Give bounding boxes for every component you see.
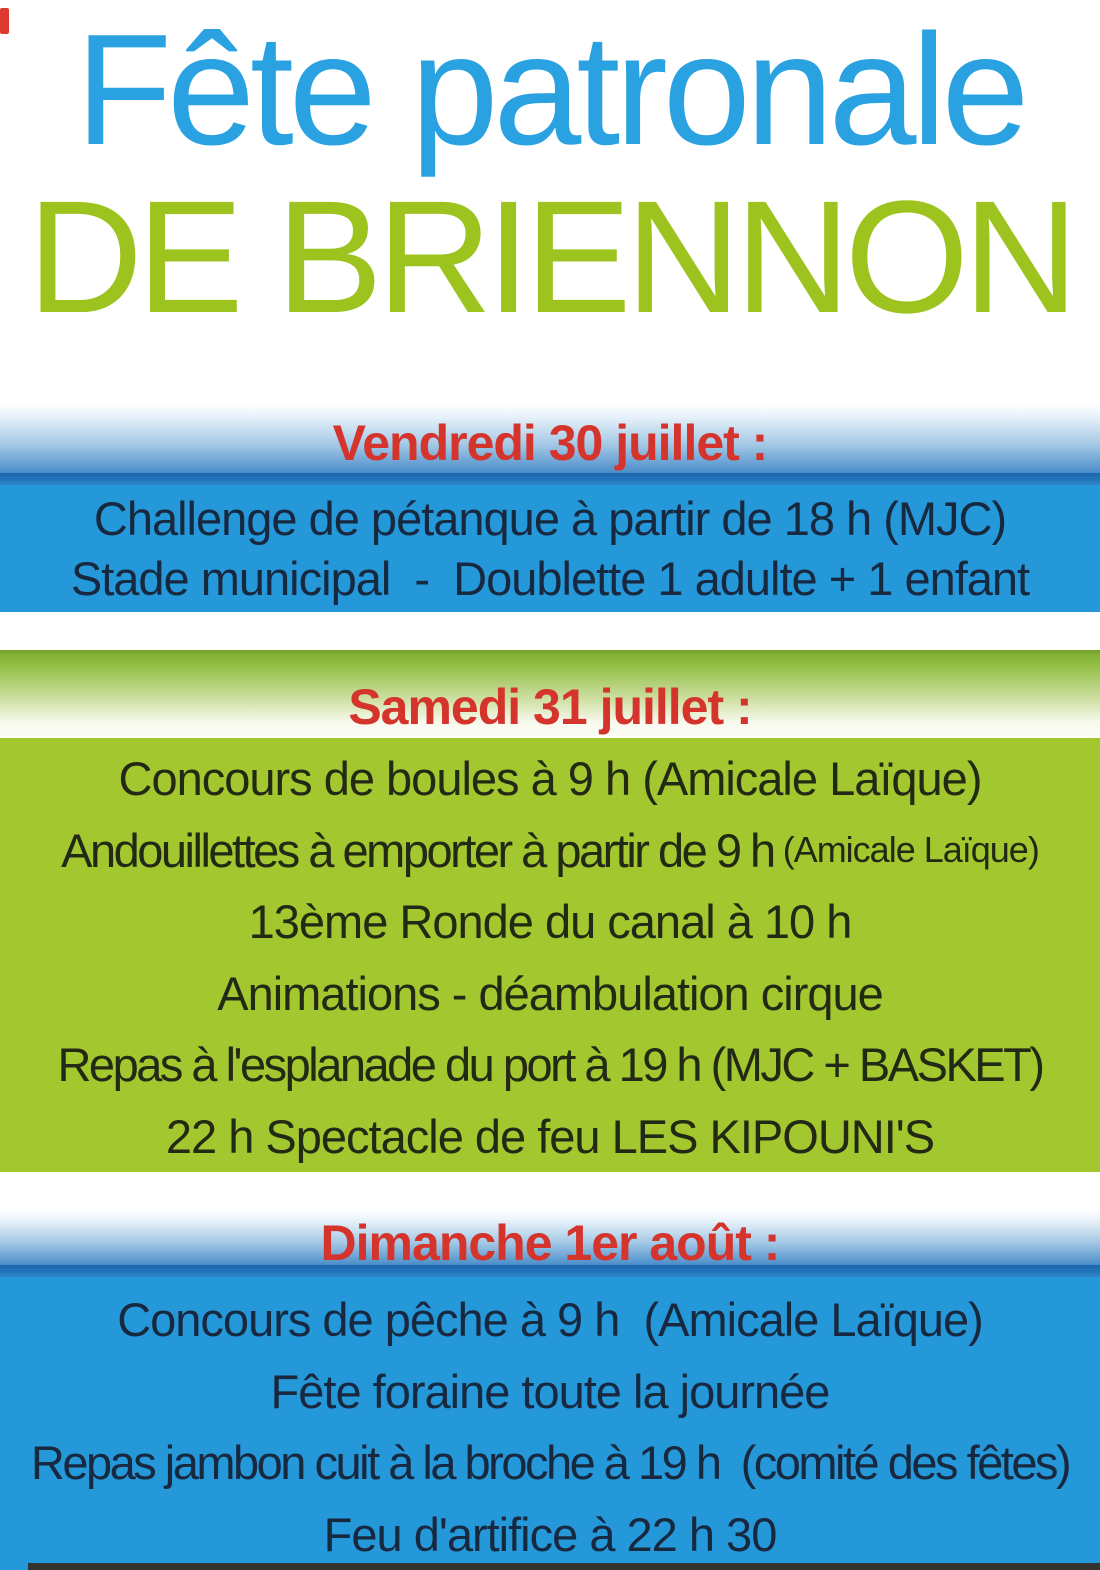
schedule-line	[94, 488, 1006, 548]
section-friday-divider	[0, 473, 1100, 485]
scan-artifact-bottom-edge	[28, 1563, 1100, 1570]
section-sunday	[0, 1210, 1100, 1570]
schedule-line	[31, 1427, 1069, 1499]
section-saturday	[0, 650, 1100, 1172]
schedule-line	[71, 548, 1029, 608]
schedule-line-text: Fête foraine toute la journée	[270, 1364, 830, 1418]
section-friday	[0, 403, 1100, 612]
schedule-line	[271, 1356, 830, 1428]
schedule-line-text: Andouillettes à emporter à partir de 9 h	[61, 823, 774, 877]
section-saturday-heading: Samedi 31 juillet :	[348, 678, 752, 735]
section-saturday-header	[0, 650, 1100, 738]
section-friday-header	[0, 403, 1100, 473]
schedule-line	[119, 743, 982, 815]
schedule-line-text: Stade municipal - Doublette 1 adulte + 1 enfant	[70, 551, 1030, 605]
schedule-line	[217, 958, 883, 1030]
section-friday-body	[0, 485, 1100, 612]
section-saturday-body	[0, 738, 1100, 1172]
schedule-line-text: Challenge de pétanque à partir de 18 h (MJC)	[93, 491, 1007, 545]
schedule-line-text: Animations - déambulation cirque	[217, 966, 883, 1020]
schedule-line	[57, 1029, 1042, 1101]
schedule-line-text: Concours de boules à 9 h (Amicale Laïque)	[118, 752, 982, 806]
section-sunday-heading: Dimanche 1er août :	[320, 1214, 780, 1271]
schedule-line	[61, 815, 1039, 887]
schedule-line	[166, 1101, 934, 1173]
schedule-line-suffix: (Amicale Laïque)	[773, 829, 1039, 871]
section-sunday-header	[0, 1210, 1100, 1271]
schedule-line-text: 22 h Spectacle de feu LES KIPOUNI'S	[165, 1109, 935, 1163]
schedule-line	[324, 1499, 777, 1570]
section-friday-heading: Vendredi 30 juillet :	[332, 415, 768, 471]
section-sunday-body	[0, 1277, 1100, 1570]
schedule-line-text: Repas à l'esplanade du port à 19 h (MJC + BASKET)	[57, 1038, 1043, 1092]
schedule-line-text: Feu d'artifice à 22 h 30	[323, 1507, 777, 1561]
schedule-line-text: Concours de pêche à 9 h (Amicale Laïque)	[117, 1293, 983, 1347]
schedule-line-text: 13ème Ronde du canal à 10 h	[248, 895, 852, 949]
poster-title-line1: Fête patronale	[75, 2, 1025, 178]
schedule-line	[117, 1284, 983, 1356]
schedule-line	[249, 886, 852, 958]
poster-title-line2: DE BRIENNON	[27, 167, 1073, 346]
schedule-line-text: Repas jambon cuit à la broche à 19 h (comité des fêtes)	[30, 1436, 1070, 1490]
